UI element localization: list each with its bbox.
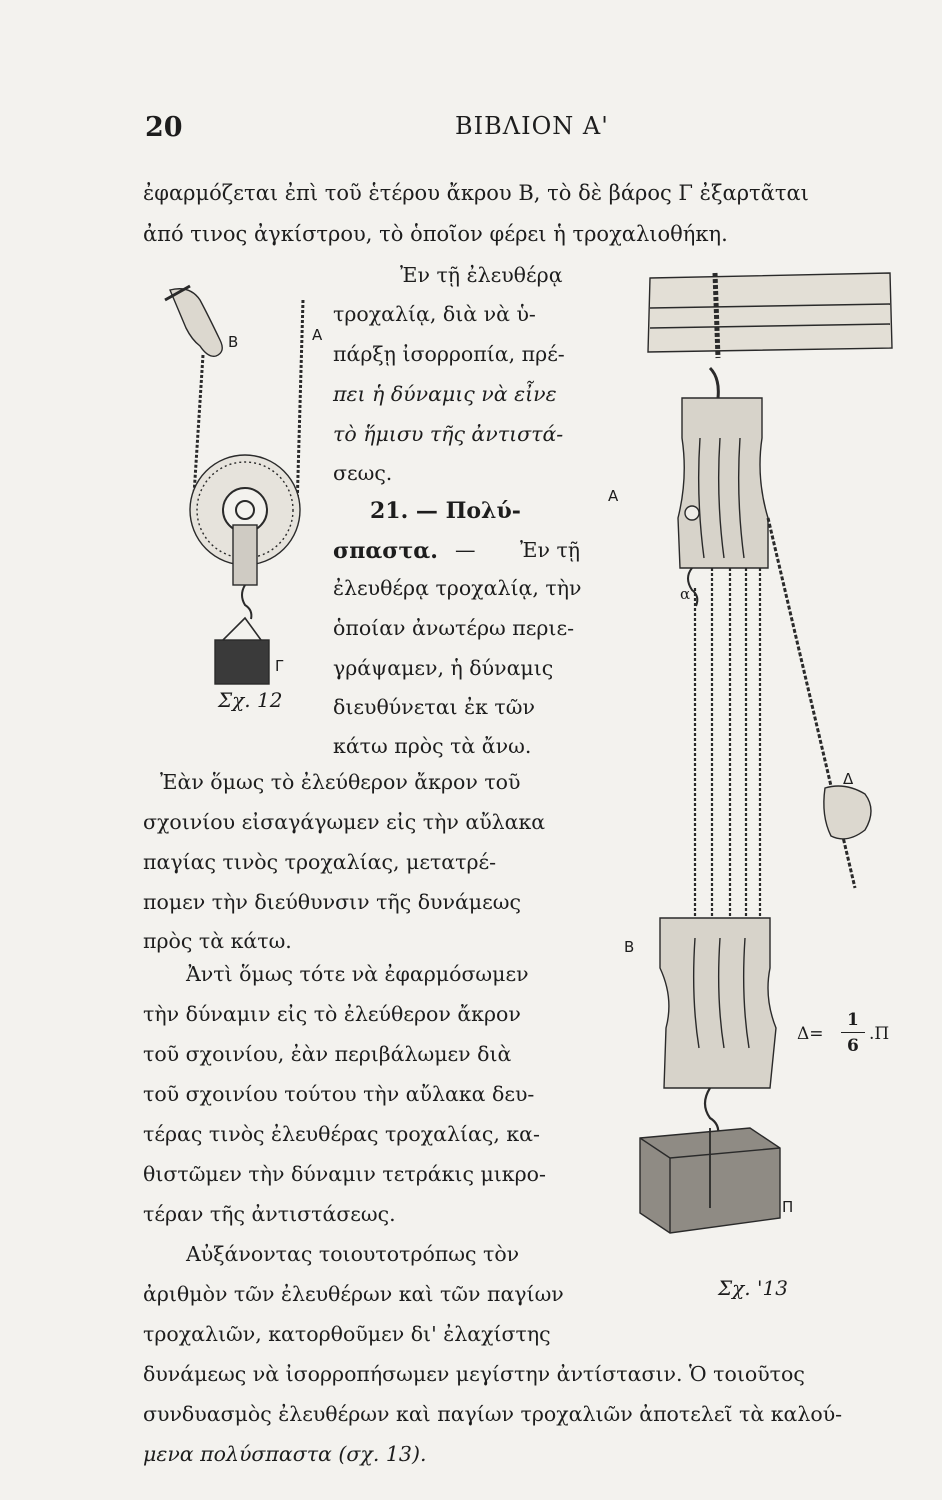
formula-denominator: 6 [847,1036,859,1056]
text-line: κάτω πρὸς τὰ ἄνω. [333,734,532,758]
formula-lhs: Δ= [797,1024,824,1044]
text-line: ἐλευθέρᾳ τροχαλίᾳ, τὴν [333,576,582,600]
text-line: σχοινίου εἰσαγάγωμεν εἰς τὴν αὔλακα [143,810,546,834]
fig12-label-a: A [312,326,323,344]
text-line: γράψαμεν, ἡ δύναμις [333,656,554,680]
fig13-illustration [620,268,920,1268]
section-heading: 21. — Πολύ- [370,498,521,524]
text-line: τροχαλίᾳ, διὰ νὰ ὑ- [333,302,536,326]
text-line: τέραν τῆς ἀντιστάσεως. [143,1202,396,1226]
text-line: συνδυασμὸς ἐλευθέρων καὶ παγίων τροχαλιῶν ἀποτελεῖ τὰ καλού- [143,1402,843,1426]
fig13-label-d: Δ [843,770,854,788]
text-line: Ἀντὶ ὅμως τότε νὰ ἐφαρμόσωμεν [186,962,529,986]
text-line: πάρξῃ ἰσορροπία, πρέ- [333,342,565,366]
text-line: ἀπό τινος ἀγκίστρου, τὸ ὁποῖον φέρει ἡ τροχαλιοθήκη. [143,222,728,246]
fig13-label-a: A [608,487,619,505]
text-line: τέρας τινὸς ἐλευθέρας τροχαλίας, κα- [143,1122,540,1146]
text-line: πει ἡ δύναμις νὰ εἶνε [333,382,557,406]
text-line: παγίας τινὸς τροχαλίας, μετατρέ- [143,850,497,874]
fig12-label-g: Γ [275,657,284,675]
text-line: θιστῶμεν τὴν δύναμιν τετράκις μικρο- [143,1162,546,1186]
text-line: πομεν τὴν διεύθυνσιν τῆς δυνάμεως [143,890,521,914]
text-line: σεως. [333,461,393,485]
text-line: ἀριθμὸν τῶν ἐλευθέρων καὶ τῶν παγίων [143,1282,564,1306]
fig13-label-alpha: α [680,585,691,603]
fig13-label-b: B [624,938,635,956]
formula-numerator: 1 [847,1010,859,1030]
text-line: Αὐξάνοντας τοιουτοτρόπως τὸν [186,1242,520,1266]
text-line: Ἐν τῇ [520,538,581,562]
fig13-caption: Σχ. '13 [718,1276,788,1300]
section-heading-cont: σπαστα. [333,538,438,564]
fig13-label-p: Π [782,1198,794,1216]
text-line: τοῦ σχοινίου, ἐὰν περιβάλωμεν διὰ [143,1042,512,1066]
running-title: ΒΙΒΛΙΟΝ Α' [455,112,609,140]
fig12-label-b: B [228,333,239,351]
text-line: Ἐὰν ὅμως τὸ ἐλεύθερον ἄκρον τοῦ [160,770,521,794]
page-number: 20 [145,112,183,143]
text-line: διευθύνεται ἐκ τῶν [333,695,535,719]
section-dash: — [455,538,476,562]
text-line: ἐφαρμόζεται ἐπὶ τοῦ ἑτέρου ἄκρου Β, τὸ δὲ βάρος Γ ἐξαρτᾶται [143,181,809,205]
text-line: τὸ ἥμισυ τῆς ἀντιστά- [333,422,564,446]
text-line: ὁποίαν ἀνωτέρω περιε- [333,616,575,640]
text-line: τοῦ σχοινίου τούτου τὴν αὔλακα δευ- [143,1082,535,1106]
text-line: πρὸς τὰ κάτω. [143,929,292,953]
text-line: τὴν δύναμιν εἰς τὸ ἐλεύθερον ἄκρον [143,1002,521,1026]
text-line: Ἐν τῇ ἐλευθέρᾳ [400,263,563,287]
text-line: μενα πολύσπαστα (σχ. 13). [143,1442,427,1466]
text-line: τροχαλιῶν, κατορθοῦμεν δι' ἐλαχίστης [143,1322,551,1346]
formula-rhs: .Π [869,1024,890,1044]
formula-bar [841,1032,865,1033]
fig12-caption: Σχ. 12 [218,688,283,712]
text-line: δυνάμεως νὰ ἰσορροπήσωμεν μεγίστην ἀντίστασιν. Ὁ τοιοῦτος [143,1362,805,1386]
